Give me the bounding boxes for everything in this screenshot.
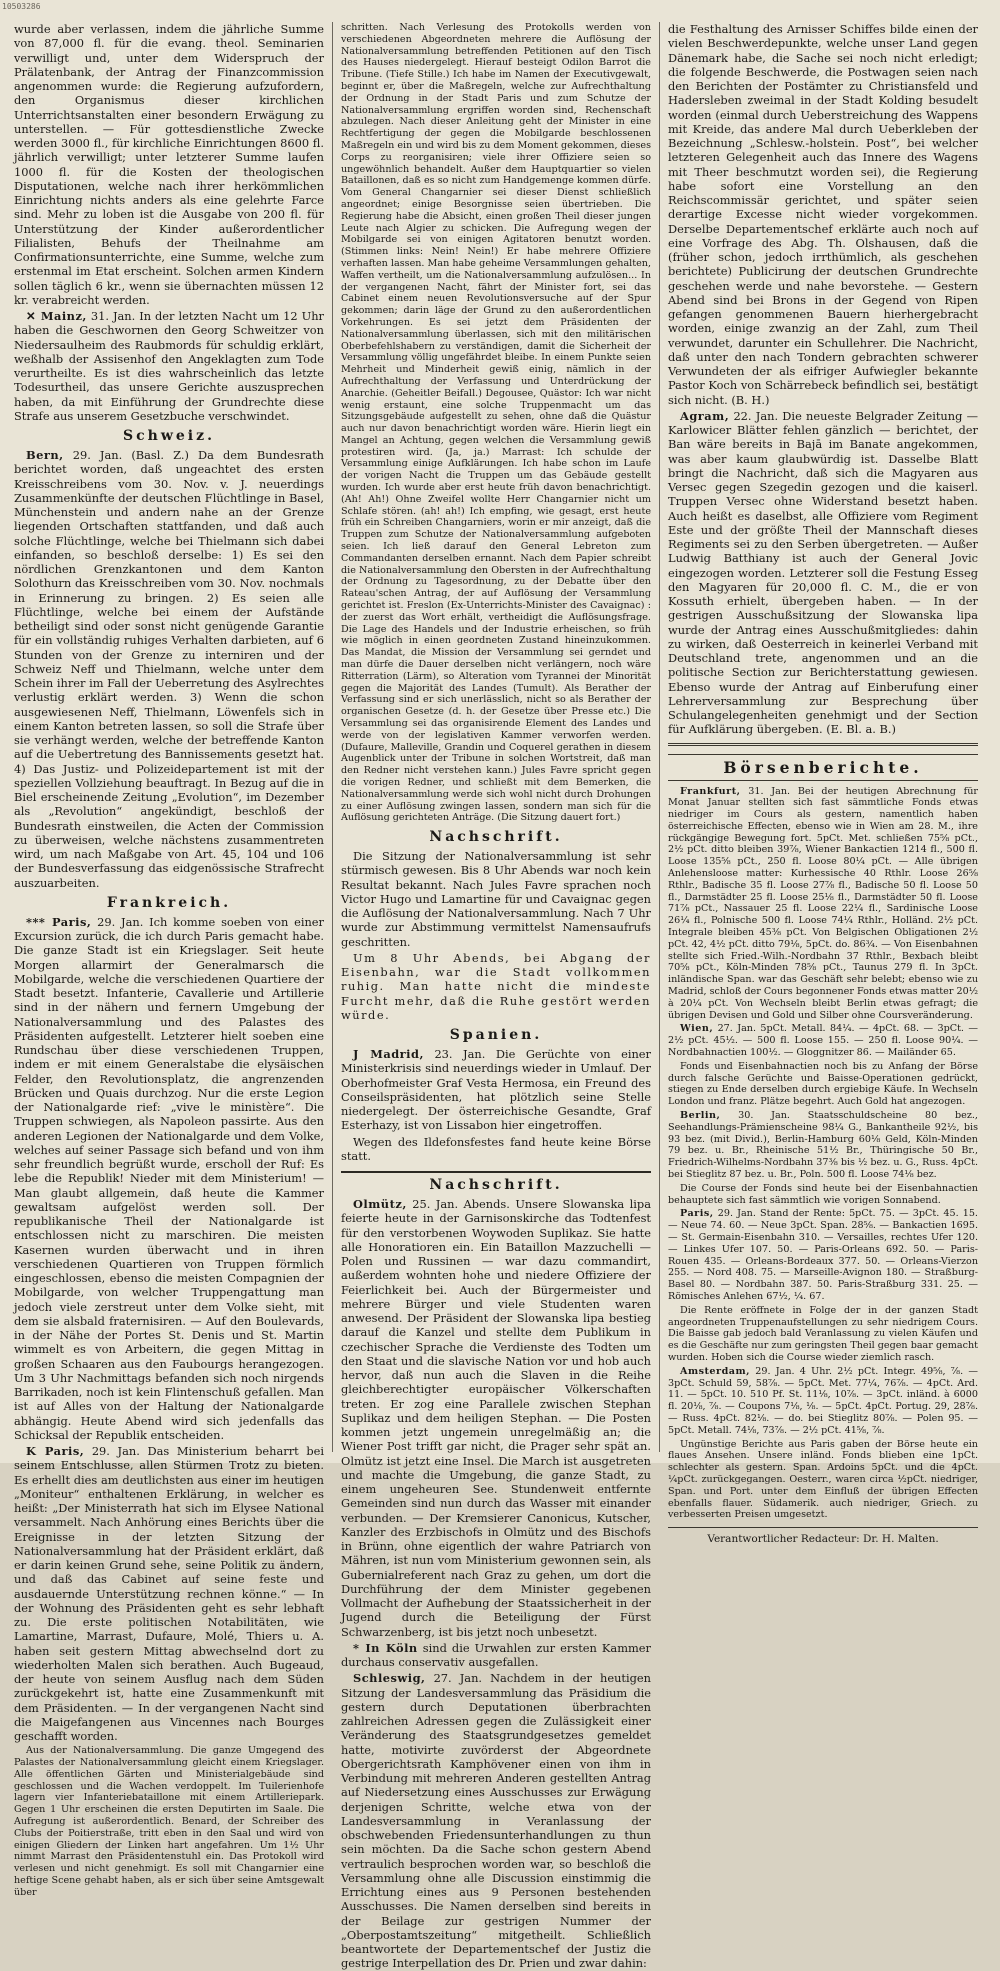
section-heading: Frankreich. [106, 894, 232, 911]
article-text: 29. Jan. 4 Uhr. 2½ pCt. Integr. 49⅝, ⅞. — 3pCt. Schuld 59, 58⅞. — 5pCt. Met. 77¼, 76⅞. — 4pCt. Ard. 11. — 5pCt. 10. 510 Pf. St. 11⅛, 10⅞. — 3pCt. inländ. à 6000 fl. 20⅛, ⅞. — Coupons 7⅛, ⅛. — 5pCt. 4pCt. Portug. 29, 28⅞. — Russ. 4pCt. 82⅛. — do. bei Stieglitz 80⅞. — Polen 95. — 5pCt. Metall. 74⅛, 73⅞. — 2½ pCt. 41⅝, ⅞. [668, 1365, 978, 1436]
article-paragraph [14, 22, 324, 307]
section-heading: Nachschrift. [341, 1171, 651, 1193]
article-text: schritten. Nach Verlesung des Protokolls werden von verschiedenen Abgeordneten mehrere die Auflösung der Nationalversammlung betreffenden Petitionen auf den Tisch des Hauses niedergelegt. Hierauf besteigt Odilon Barrot die Tribune. (Tiefe Stille.) Ich habe im Namen der Executivgewalt, beginnt er, über die Maßregeln, welche zur Aufrechthaltung der Ordnung in der Stadt Paris und zum Schutze der Nationalversammlung ergriffen worden sind, Rechenschaft abzulegen. Nach dieser Anleitung geht der Minister in eine Rechtfertigung der gegen die Mobilgarde beschlossenen Maßregeln ein und wird bis zu dem Moment gekommen, dieses Corps zu reorganisiren; viele ihrer Offiziere seien so ungewöhnlich behandelt. Außer dem Hauptquartier so vielen Bataillonen, daß es so nicht zum Handgemenge kommen dürfe. Vom General Changarnier sei dieser Dienst schließlich angeordnet; einige Besorgnisse seien übertrieben. Die Regierung habe die Absicht, einen großen Theil dieser jungen Leute nach Algier zu schicken. Die Aufregung wegen der Mobilgarde sei von einigen Agitatoren benutzt worden. (Stimmen links: Nein! Nein!) Er habe mehrere Offiziere verhaften lassen. Man habe geheime Versammlungen gehalten, Waffen vertheilt, um die Nationalversammlung aufzulösen... In der vergangenen Nacht, fährt der Minister fort, sei das Cabinet einem neuen Revolutionsversuche auf der Spur gekommen; darin läge der Grund zu den außerordentlichen Vorkehrungen. Es sei jetzt dem Präsidenten der Nationalversammlung überlassen, sich mit den militärischen Oberbefehlshabern zu verständigen, damit die Sicherheit der Versammlung völlig ungefährdet bleibe. In einem Punkte seien Mehrheit und Minderheit gewiß einig, nämlich in der Aufrechthaltung der Verfassung und Unterdrückung der Anarchie. (Geheitler Beifall.) Degousee, Quästor: Ich war nicht wenig erstaunt, eine solche Truppenmacht um das Sitzungsgebäude aufgestellt zu sehen, ohne daß die Quästur auch nur davon benachrichtigt worden wäre. Hierin liegt ein Mangel an Achtung, gegen welchen die Versammlung gewiß protestiren wird. (Ja, ja.) Marrast: Ich schulde der Versammlung einige Aufklärungen. Ich habe schon im Laufe der vorigen Nacht die Truppen um das Gebäude gestellt wurden. Ich wurde aber erst heute früh davon benachrichtigt. (Ah! Ah!) Ohne Zweifel wollte Herr Changarnier nicht um Schlafe stören. (ah! ah!) Ich empfing, wie gesagt, erst heute früh ein Schreiben Changarniers, worin er mir anzeigt, daß die Truppen zum Schutze der Nationalversammlung aufgeboten seien. Ich ließ darauf den General Lebreton zum Commandanten derselben ernannt. Nach dem Papier schreibt die Nationalversammlung den Obersten in der Aufrechthaltung der Ordnung zu Tagesordnung, zu der Debatte über den Rateau'schen Antrag, der auf Auflösung der Versammlung gerichtet ist. Freslon (Ex-Unterrichts-Minister des Cavaignac) : der zuerst das Wort erhält, vertheidigt die Auflösungsfrage. Die Lage des Handels und der Industrie erheischen, so früh wie möglich in einen geordneten Zustand hineinzukommen. Das Mandat, die Mission der Versammlung sei gerndet und man dürfe die Dauer derselben nicht verlängern, noch wäre Ritterration (Lärm), so Alteration vom Tyrannei der Minorität gegen die Majorität des Landes (Tumult). Als Berather der Verfassung sind er sich unerlässlich, nicht so als Berather der organischen Gesetze (d. h. der Gesetze über Presse etc.) Die Versammlung sei das organisirende Element des Landes und werde von der legislativen Kammer verworfen werden. (Dufaure, Malleville, Grandin und Coquerel gerathen in diesem Augenblick unter der Tribune in solchen Wortstreit, daß man den Redner nicht verstehen kann.) Jules Favre spricht gegen die vorigen Redner, und schließt mit dem Bemerken, die Nationalversammlung werde sich wohl nicht durch Drohungen zu einer Auflösung zwingen lassen, sondern man sich für die Auflösung gerichteten Anträge. (Die Sitzung dauert fort.) [341, 22, 651, 824]
article-paragraph [668, 22, 978, 407]
article-paragraph [341, 1135, 651, 1164]
article-paragraph [341, 849, 651, 949]
article-paragraph [668, 1061, 978, 1108]
article-text: 27. Jan. 5pCt. Metall. 84¼. — 4pCt. 68. — 3pCt. — 2½ pCt. 45½. — 500 fl. Loose 155. — 250 fl. Loose 90¼. — Nordbahnactien 100½. — Gloggnitzer 86. — Mailänder 65. [668, 1023, 978, 1059]
article-dateline: * In Köln [353, 1640, 418, 1655]
article-paragraph [14, 309, 324, 423]
article-text: 23. Jan. Die Gerüchte von einer Ministerkrisis sind neuerdings wieder in Umlauf. Der Oberhofmeister Graf Vesta Hermosa, ein Freund des Conseilspräsidenten, hat plötzlich seine Stelle niedergelegt. Der österreichische Gesandte, Graf Esterhazy, ist von Lissabon hier eingetroffen. [341, 1047, 651, 1133]
article-paragraph [341, 1671, 651, 1970]
article-text: die Festhaltung des Arnisser Schiffes bilde einen der vielen Beschwerdepunkte, welche unser Land gegen Dänemark habe, die Sache sei noch nicht erledigt; die folgende Beschwerde, die Postwagen seien nach den Berichten der Postämter zu Christiansfeld und Hadersleben zweimal in der Stadt Kolding besudelt worden (einmal durch Ueberstreichung des Wappens mit Kreide, das andere Mal durch Ueberkleben der Bezeichnung „Schlesw.-holstein. Post“, bei welcher letzteren Gelegenheit auch das Innere des Wagens mit Theer beschmutzt worden sei), die Regierung habe sofort eine Vorstellung an den Reichscommissär gerichtet, und später seien derartige Excesse nicht wieder vorgekommen. Derselbe Departementschef erklärte auch noch auf eine Vorfrage des Abg. Th. Olshausen, daß die (früher schon, jedoch irrthümlich, als geschehen berichtete) Publicirung der deutschen Grundrechte geschehen werde und nahe bevorstehe. — Gestern Abend sind bei Brons in der Gegend von Ripen gefangen genommenen Bauern hierhergebracht worden, einige zwanzig an der Zahl, zum Theil verwundet, darunter ein Schullehrer. Die Nachricht, daß unter den nach Tondern gebrachten schwerer Verwundeten der als eifriger Aufwiegler bekannte Pastor Koch von Schärrebeck befindlich sei, bestätigt sich nicht. (B. H.) [668, 22, 978, 407]
article-text: 25. Jan. Abends. Unsere Slowanska lipa feierte heute in der Garnisonskirche das Todtenfest für den verstorbenen Woywoden Suplikaz. Sie hatte alle Honoratioren ein. Ein Bataillon Mazzuchelli — Polen und Russinen — war dazu commandirt, außerdem wohnten hohe und niedere Offiziere der Feierlichkeit bei. Auch der Bürgermeister und mehrere Bürger und viele Studenten waren anwesend. Der Präsident der Slowanska lipa bestieg darauf die Kanzel und stellte dem Publikum in czechischer Sprache die Verdienste des Todten um den Staat und die slavische Nation vor und hob auch hervor, daß nun auch die Slaven in die Reihe gleichberechtigter europäischer Völkerschaften treten. Er zog eine Parallele zwischen Stephan Suplikaz und dem heiligen Stephan. — Die Posten kommen jetzt ungemein unregelmäßig an; die Wiener Post trifft gar nicht, die Prager sehr spät an. Olmütz ist jetzt eine Insel. Die March ist ausgetreten und machte die Umgebung, die ganze Stadt, zu einem ungeheuren See. Stundenweit entfernte Gemeinden sind nun durch das Wasser mit einander verbunden. — Der Kremsierer Canonicus, Kutscher, Kanzler des Erzbischofs in Olmütz und des Bischofs in Brünn, ohne eigentlich der wahre Patriarch von Mähren, ist nun vom Ministerium gewonnen sein, als Gubernialreferent nach Graz zu gehen, um dort die Durchführung der dem Minister gegebenen Vollmacht der Aufhebung der Staatssicherheit in der Jugend durch die Beteiligung der Fürst Schwarzenberg, ist bis jetzt noch unbesetzt. [341, 1197, 652, 1639]
article-dateline: Schleswig, [353, 1671, 426, 1686]
section-heading: Spanien. [449, 1027, 543, 1044]
article-paragraph [668, 1439, 978, 1522]
article-text: 29. Jan. Das Ministerium beharrt bei seinem Entschlusse, allen Stürmen Trotz zu bieten. Es erhellt dies am deutlichsten aus einer im heutigen „Moniteur“ enthaltenen Erklärung, in welcher es heißt: „Der Ministerrath hat sich im Elysee National versammelt. Nach Anhörung eines Berichts über die Ereignisse in der letzten Sitzung der Nationalversammlung hat der Präsident erklärt, daß er darin keinen Grund sehe, seine Politik zu ändern, und daß das Cabinet auf seine feste und ausdauernde Unterstützung rechnen könne.“ — In der Wohnung des Präsidenten geht es sehr lebhaft zu. Die erste politischen Notabilitäten, wie Lamartine, Marrast, Dufaure, Molé, Thiers u. A. haben seit gestern Mittag abwechselnd dort zu wiederholten Malen sich berathen. Auch Bugeaud, der heute von seinem Ausflug nach dem Süden zurückgekehrt ist, hatte eine Zusammenkunft mit dem Präsidenten. — In der vergangenen Nacht sind die Maigefangenen aus Vincennes nach Bourges geschafft worden. [14, 1444, 325, 1743]
article-paragraph [668, 1110, 978, 1181]
article-dateline: Agram, [680, 408, 730, 423]
article-paragraph [668, 1208, 978, 1302]
article-paragraph [668, 1023, 978, 1058]
column-3 [660, 22, 986, 1546]
article-text: Fonds und Eisenbahnactien noch bis zu Anfang der Börse durch falsche Gerüchte und Baisse-Operationen gedrückt, stiegen zu Ende derselben durch ergiebige Käufe. In Wechseln London und franz. Plätze begehrt. Auch Gold hat angezogen. [668, 1060, 978, 1108]
section-heading: Börsenberichte. [668, 754, 978, 781]
article-dateline: Olmütz, [353, 1197, 407, 1212]
article-paragraph [341, 22, 651, 824]
article-paragraph [668, 409, 978, 737]
section-heading: Schweiz. [123, 428, 215, 444]
article-text: 31. Jan. In der letzten Nacht um 12 Uhr haben die Geschwornen den Georg Schweitzer von Niedersaulheim des Raubmords für schuldig erklärt, weßhalb der Assisenhof den Angeklagten zum Tode verurtheilte. Es ist dies wahrscheinlich das letzte Todesurtheil, das unsere Gerichte auszusprechen haben, da mit Einführung der Grundrechte diese Strafe aus unserem Gesetzbuche verschwindet. [14, 309, 324, 423]
columns [14, 22, 986, 1971]
article-paragraph [668, 1305, 978, 1364]
article-paragraph [668, 786, 978, 1022]
article-dateline: Amsterdam, [680, 1365, 751, 1377]
article-paragraph [14, 1444, 324, 1743]
article-dateline: Paris, [680, 1208, 714, 1220]
article-text: 31. Jan. Bei der heutigen Abrechnung für Monat Januar stellten sich fast sämmtliche Fonds etwas niedriger im Cours als gestern, namentlich haben österreichische Effecten, ebenso wie in Wien am 28. M., ihre rückgängige Bewegung fort. 5pCt. Met. schließen 75⅝ pCt., 2½ pCt. ditto bleiben 39⅞, Wiener Bankactien 1214 fl., 500 fl. Loose 135⅝ pCt., 250 fl. Loose 80¼ pCt. — Alle übrigen Anlehensloose matter: Kurhessische 40 Rthlr. Loose 26⅝ Rthlr., Badische 35 fl. Loose 27⅞ fl., Badische 50 fl. Loose 50 fl., Darmstädter 25 fl. Loose 25⅛ fl., Darmstädter 50 fl. Loose 71⅞ pCt., Nassauer 25 fl. Loose 22¼ fl., Sardinische Loose 26¼ fl., Polnische 500 fl. Loose 74¼ Rthlr., Holländ. 2½ pCt. Integrale bleiben 45⅜ pCt. Von Belgischen Obligationen 2½ pCt. 42, 4½ pCt. ditto 79⅛, 5pCt. do. 86¾. — Von Eisenbahnen stellte sich Fried.-Wilh.-Nordbahn 37 Rthlr., Bexbach bleibt 70⅝ pCt., Köln-Minden 78⅝ pCt., Taunus 279 fl. In 3pCt. inländische Span. war das Geschäft sehr belebt; ebenso wie zu Madrid, schloß der Cours begonnener Fonds etwas matter 20½ à 20¼ pCt. Von Wechseln bleibt Berlin etwas gefragt; die übrigen Devisen und Gold und Silber ohne Coursveränderung. [668, 785, 978, 1021]
article-paragraph [341, 1047, 651, 1133]
article-text: Wegen des Ildefonsfestes fand heute keine Börse statt. [341, 1134, 651, 1163]
article-text: Die Rente eröffnete in Folge der in der ganzen Stadt angeordneten Truppenaufstellungen zu sehr niedrigem Cours. Die Baisse gab jedoch bald Veranlassung zu vielen Käufen und es die Geschäfte nur zum geringsten Theil gegen baar gemacht wurden. Hoben sich die Course wieder ziemlich rasch. [668, 1304, 978, 1363]
article-text: 22. Jan. Die neueste Belgrader Zeitung — Karlowicer Blätter fehlen gänzlich — berichtet, der Ban wäre bereits in Bajā im Banate angekommen, was aber kaum glaubwürdig ist. Dasselbe Blatt bringt die Nachricht, daß sich die Magyaren aus Versec gegen Szegedin gezogen und die kaiserl. Truppen Versec ohne Widerstand besetzt haben. Auch heißt es daselbst, alle Offiziere vom Regiment Este und der größte Theil der Mannschaft dieses Regiments sei zu den Serben übergetreten. — Außer Ludwig Batthiany ist auch der General Jovic eingezogen worden. Letzterer soll die Festung Esseg den Magyaren für 20,000 fl. C. M., die er von Kossuth erhielt, übergeben haben. — In der gestrigen Ausschußsitzung der Slowanska lipa wurde der Antrag eines Ausschußmitgliedes: dahin zu wirken, daß Oesterreich in keinerlei Verband mit Deutschland trete, angenommen und an die politische Section zur Berichterstattung gewiesen. Ebenso wurde der Antrag auf Einberufung einer Lehrerversammlung zur Besprechung über Schulangelegenheiten genehmigt und der Section für Aufklärung übergeben. (E. Bl. a. B.) [668, 408, 979, 737]
article-paragraph [14, 915, 324, 1442]
article-dateline: J Madrid, [353, 1047, 424, 1062]
column-rule [668, 743, 978, 746]
page-id: 10503286 [2, 2, 41, 11]
column-2 [333, 22, 660, 1971]
article-paragraph [341, 1197, 651, 1639]
article-paragraph [14, 1745, 324, 1898]
article-paragraph [14, 448, 324, 890]
article-dateline: ✕ Mainz, [26, 309, 87, 323]
column-1 [14, 22, 333, 1898]
article-text: 29. Jan. Stand der Rente: 5pCt. 75. — 3pCt. 45. 15. — Neue 74. 60. — Neue 3pCt. Span. 28⅝. — Bankactien 1695. — St. Germain-Eisenbahn 310. — Versailles, rechtes Ufer 120. — Linkes Ufer 107. 50. — Paris-Orleans 692. 50. — Paris-Rouen 435. — Orleans-Bordeaux 377. 50. — Orleans-Vierzon 255. — Nord 408. 75. — Marseille-Avignon 180. — Straßburg-Basel 80. — Nordbahn 387. 50. Paris-Straßburg 331. 25. — Römisches Anlehen 67½, ¼. 67. [668, 1208, 978, 1302]
article-dateline: Berlin, [680, 1110, 721, 1122]
article-text: 27. Jan. Nachdem in der heutigen Sitzung der Landesversammlung das Präsidium die gestern durch Deputationen überbrachten zahlreichen Adressen gegen die Zulässigkeit einer Veränderung des Staatsgrundgesetzes gemeldet hatte, motivirte zuvörderst der Abgeordnete Obergerichtsrath Kamphövener einen von ihm in Verbindung mit mehreren Anderen gestellten Antrag auf Niedersetzung eines Ausschusses zur Erwägung derjenigen Schritte, welche etwa von der Landesversammlung in Veranlassung der obschwebenden Friedensunterhandlungen zu thun sein möchten. Da die Sache schon gestern Abend vertraulich besprochen worden war, so beschloß die Versammlung ohne alle Discussion einstimmig die Errichtung eines aus 9 Personen bestehenden Ausschusses. Die Namen derselben sind bereits in der Beilage zur gestrigen Nummer der „Oberpostamtszeitung“ mitgetheilt. Schließlich beantwortete der Departementschef der Justiz die gestrige Interpellation des Dr. Prien und zwar dahin: [341, 1671, 651, 1971]
article-paragraph [341, 951, 651, 1022]
article-dateline: Frankfurt, [680, 785, 741, 797]
article-text: Ungünstige Berichte aus Paris gaben der Börse heute ein flaues Ansehen. Unsere inländ. Fonds blieben eine 1pCt. schlechter als gestern. Span. Ardoins 5pCt. und die 4pCt. ¼pCt. zurückgegangen. Oesterr., waren circa ½pCt. niedriger, Span. und Port. unter dem Einfluß der übrigen Effecten ebenfalls flauer. Südamerik. auch niedriger, Griech. zu verbesserten Preisen umgesetzt. [668, 1438, 978, 1521]
article-paragraph [668, 1366, 978, 1437]
article-text: 29. Jan. (Basl. Z.) Da dem Bundesrath berichtet worden, daß ungeachtet des ersten Kreisschreibens vom 30. Nov. v. J. neuerdings Zusammenkünfte der deutschen Flüchtlinge in Basel, Münchenstein und andern nahe an der Grenze liegenden Ortschaften stattfanden, und daß auch solche Flüchtlinge, welche bei Thielmann sich dabei einfanden, so beschloß derselbe: 1) Es sei den nördlichen Grenzkantonen und dem Kanton Solothurn das Kreisschreiben vom 30. Nov. nochmals in Erinnerung zu bringen. 2) Es seien alle Flüchtlinge, welche bei einem der Aufstände betheiligt sind oder sonst nicht genügende Garantie für ein vollständig ruhiges Verhalten darbieten, auf 6 Stunden von der Grenze zu interniren und der Schweiz Neff und Thielmann, welche unter dem Schein ihrer im Fall der Ueberretung des Asylrechtes verlustig erklärt werden. 3) Wenn die schon ausgewiesenen Neff, Thielmann, Löwenfels sich in einem Kanton betreten lassen, so soll die Strafe über sie verhängt werden, welche der betreffende Kanton auf die Uebertretung des Bannissements gesetzt hat. 4) Das Justiz- und Polizeidepartement ist mit der speziellen Vollziehung beauftragt. In Bezug auf die in Biel erscheinende Zeitung „Evolution“, im Dezember als „Revolution“ angekündigt, beschloß der Bundesrath einstweilen, die Acten der Commission zu überweisen, welche nächstens zusammentreten wird, um nach Maßgabe von Art. 45, 104 und 106 der Bundesverfassung das eidgenössische Strafrecht auszuarbeiten. [14, 448, 324, 890]
article-paragraph [668, 1183, 978, 1207]
article-text: Die Course der Fonds sind heute bei der Eisenbahnactien behauptete sich fast sämmtlich wie vorigen Sonnabend. [668, 1182, 978, 1206]
article-text: Die Sitzung der Nationalversammlung ist sehr stürmisch gewesen. Bis 8 Uhr Abends war noch kein Resultat bekannt. Nach Jules Favre sprachen noch Victor Hugo und Lamartine für und Cavaignac gegen die Auflösung der Nationalversammlung. Nach 7 Uhr wurde zur Abstimmung vermittelst Namensaufrufs geschritten. [341, 849, 651, 949]
article-dateline: Wien, [680, 1023, 714, 1035]
article-dateline: *** Paris, [26, 914, 92, 929]
article-text: Um 8 Uhr Abends, bei Abgang der Eisenbahn, war die Stadt vollkommen ruhig. Man hatte nicht die mindeste Furcht mehr, daß die Ruhe gestört werden würde. [341, 950, 651, 1022]
article-text: sind die Urwahlen zur ersten Kammer durchaus conservativ ausgefallen. [341, 1640, 651, 1670]
article-text: 30. Jan. Staatsschuldscheine 80 bez., Seehandlungs-Prämienscheine 98¼ G., Bankantheile 92½, bis 93 bez. (mit Divid.), Berlin-Hamburg 60⅛ Geld, Köln-Minden 79 bez. u. Br., Rheinische 51½ Br., Thüringische 50 Br., Friedrich-Wilhelms-Nordbahn 37⅜ bis ½ bez. u. G., Russ. 4pCt. bei Stieglitz 87 bez. u. Br., Poln. 500 fl. Loose 74⅛ bez. [668, 1110, 978, 1180]
editor-line: Verantwortlicher Redacteur: Dr. H. Malten. [668, 1527, 978, 1546]
article-text: 29. Jan. Ich komme soeben von einer Excursion zurück, die ich durch Paris gemacht habe. Die ganze Stadt ist ein Kriegslager. Seit heute Morgen allarmirt der Generalmarsch die Mobilgarde, welche die verschiedenen Quartiere der Stadt besetzt. Infanterie, Cavallerie und Artillerie sind in der nähern und fernern Umgebung der Nationalversammlung und des Palastes des Präsidenten aufgestellt. Letzterer hielt soeben eine Rundschau über diese verschiedenen Truppen, indem er mit einem Generalstabe die elysäischen Felder, den Revolutionsplatz, die angrenzenden Brücken und Quais durchzog. Nur die erste Legion der Nationalgarde rief: „vive le ministère“. Die Truppen schwiegen, als Napoleon passirte. Aus den anderen Legionen der Nationalgarde und dem Volke, welches auf seiner Passage sich befand und von ihm sehr freundlich begrüßt wurde, erscholl der Ruf: Es lebe die Republik! Nieder mit dem Ministerium! — Man glaubt allgemein, daß heute die Kammer gewaltsam aufgelöst werden soll. Der republikanische Theil der Nationalgarde ist entschlossen nicht zu marschiren. Die meisten Kasernen wurden überwacht und in ihren verschiedenen Quartieren von Truppen förmlich eingeschlossen, ebenso die meisten Compagnien der Mobilgarde, von welcher Truppengattung man jedoch viele zerstreut unter dem Volke sieht, mit dem sie alsbald fraternisiren. — Auf den Boulevards, in der Nähe der Portes St. Denis und St. Martin wimmelt es von Arbeitern, die gegen Mittag in großen Schaaren aus den Faubourgs herangezogen. Um 3 Uhr Nachmittags befanden sich noch nirgends Barrikaden, noch ist kein Flintenschuß gefallen. Man ist auf Alles von der Haltung der Nationalgarde abhängig. Heute Abend wird sich jedenfalls das Schicksal der Republik entscheiden. [14, 914, 324, 1442]
article-paragraph [341, 1641, 651, 1670]
section-heading: Nachschrift. [429, 829, 563, 846]
article-text: wurde aber verlassen, indem die jährliche Summe von 87,000 fl. für die evang. theol. Seminarien verwilligt und, unter dem Widerspruch der Prälatenbank, der Antrag der Finanzcommission angenommen wurde: die Regierung aufzufordern, den Organismus dieser kirchlichen Unterrichtsanstalten einer besondern Erwägung zu unterstellen. — Für gottesdienstliche Zwecke werden 3000 fl., für kirchliche Einrichtungen 8600 fl. jährlich verwilligt; unter letzterer Summe laufen 1000 fl. für die Kosten der theologischen Disputationen, welche nach ihrer herkömmlichen Einrichtung nichts anders als eine gelehrte Farce sind. Mehr zu loben ist die Ausgabe von 200 fl. für Unterstützung der Kinder außerordentlicher Filialisten, Behufs der Theilnahme am Confirmationsunterrichte, eine Summe, welche zum erstenmal im Etat erscheint. Solchen armen Kindern sollen täglich 6 kr., wenn sie übernachten müssen 12 kr. verabreicht werden. [14, 22, 324, 307]
article-text: Aus der Nationalversammlung. Die ganze Umgegend des Palastes der Nationalversammlung gleicht einem Kriegslager. Alle öffentlichen Gärten und Ministerialgebäude sind geschlossen und die Wachen verdoppelt. Im Tuilerienhofe lagern vier Infanteriebataillone mit einem Artilleriepark. Gegen 1 Uhr erscheinen die ersten Deputirten im Saale. Die Aufregung ist außerordentlich. Benard, der Schreiber des Clubs der Poitierstraße, tritt eben in den Saal und wird von einigen Gliedern der Linken hart angefahren. Um 1½ Uhr nimmt Marrast den Präsidentenstuhl ein. Das Protokoll wird verlesen und nicht genehmigt. Es soll mit Changarnier eine heftige Scene gehabt haben, als er sich über seine Amtsgewalt über [14, 1745, 324, 1898]
article-dateline: Bern, [26, 448, 64, 462]
article-dateline: K Paris, [26, 1444, 85, 1458]
